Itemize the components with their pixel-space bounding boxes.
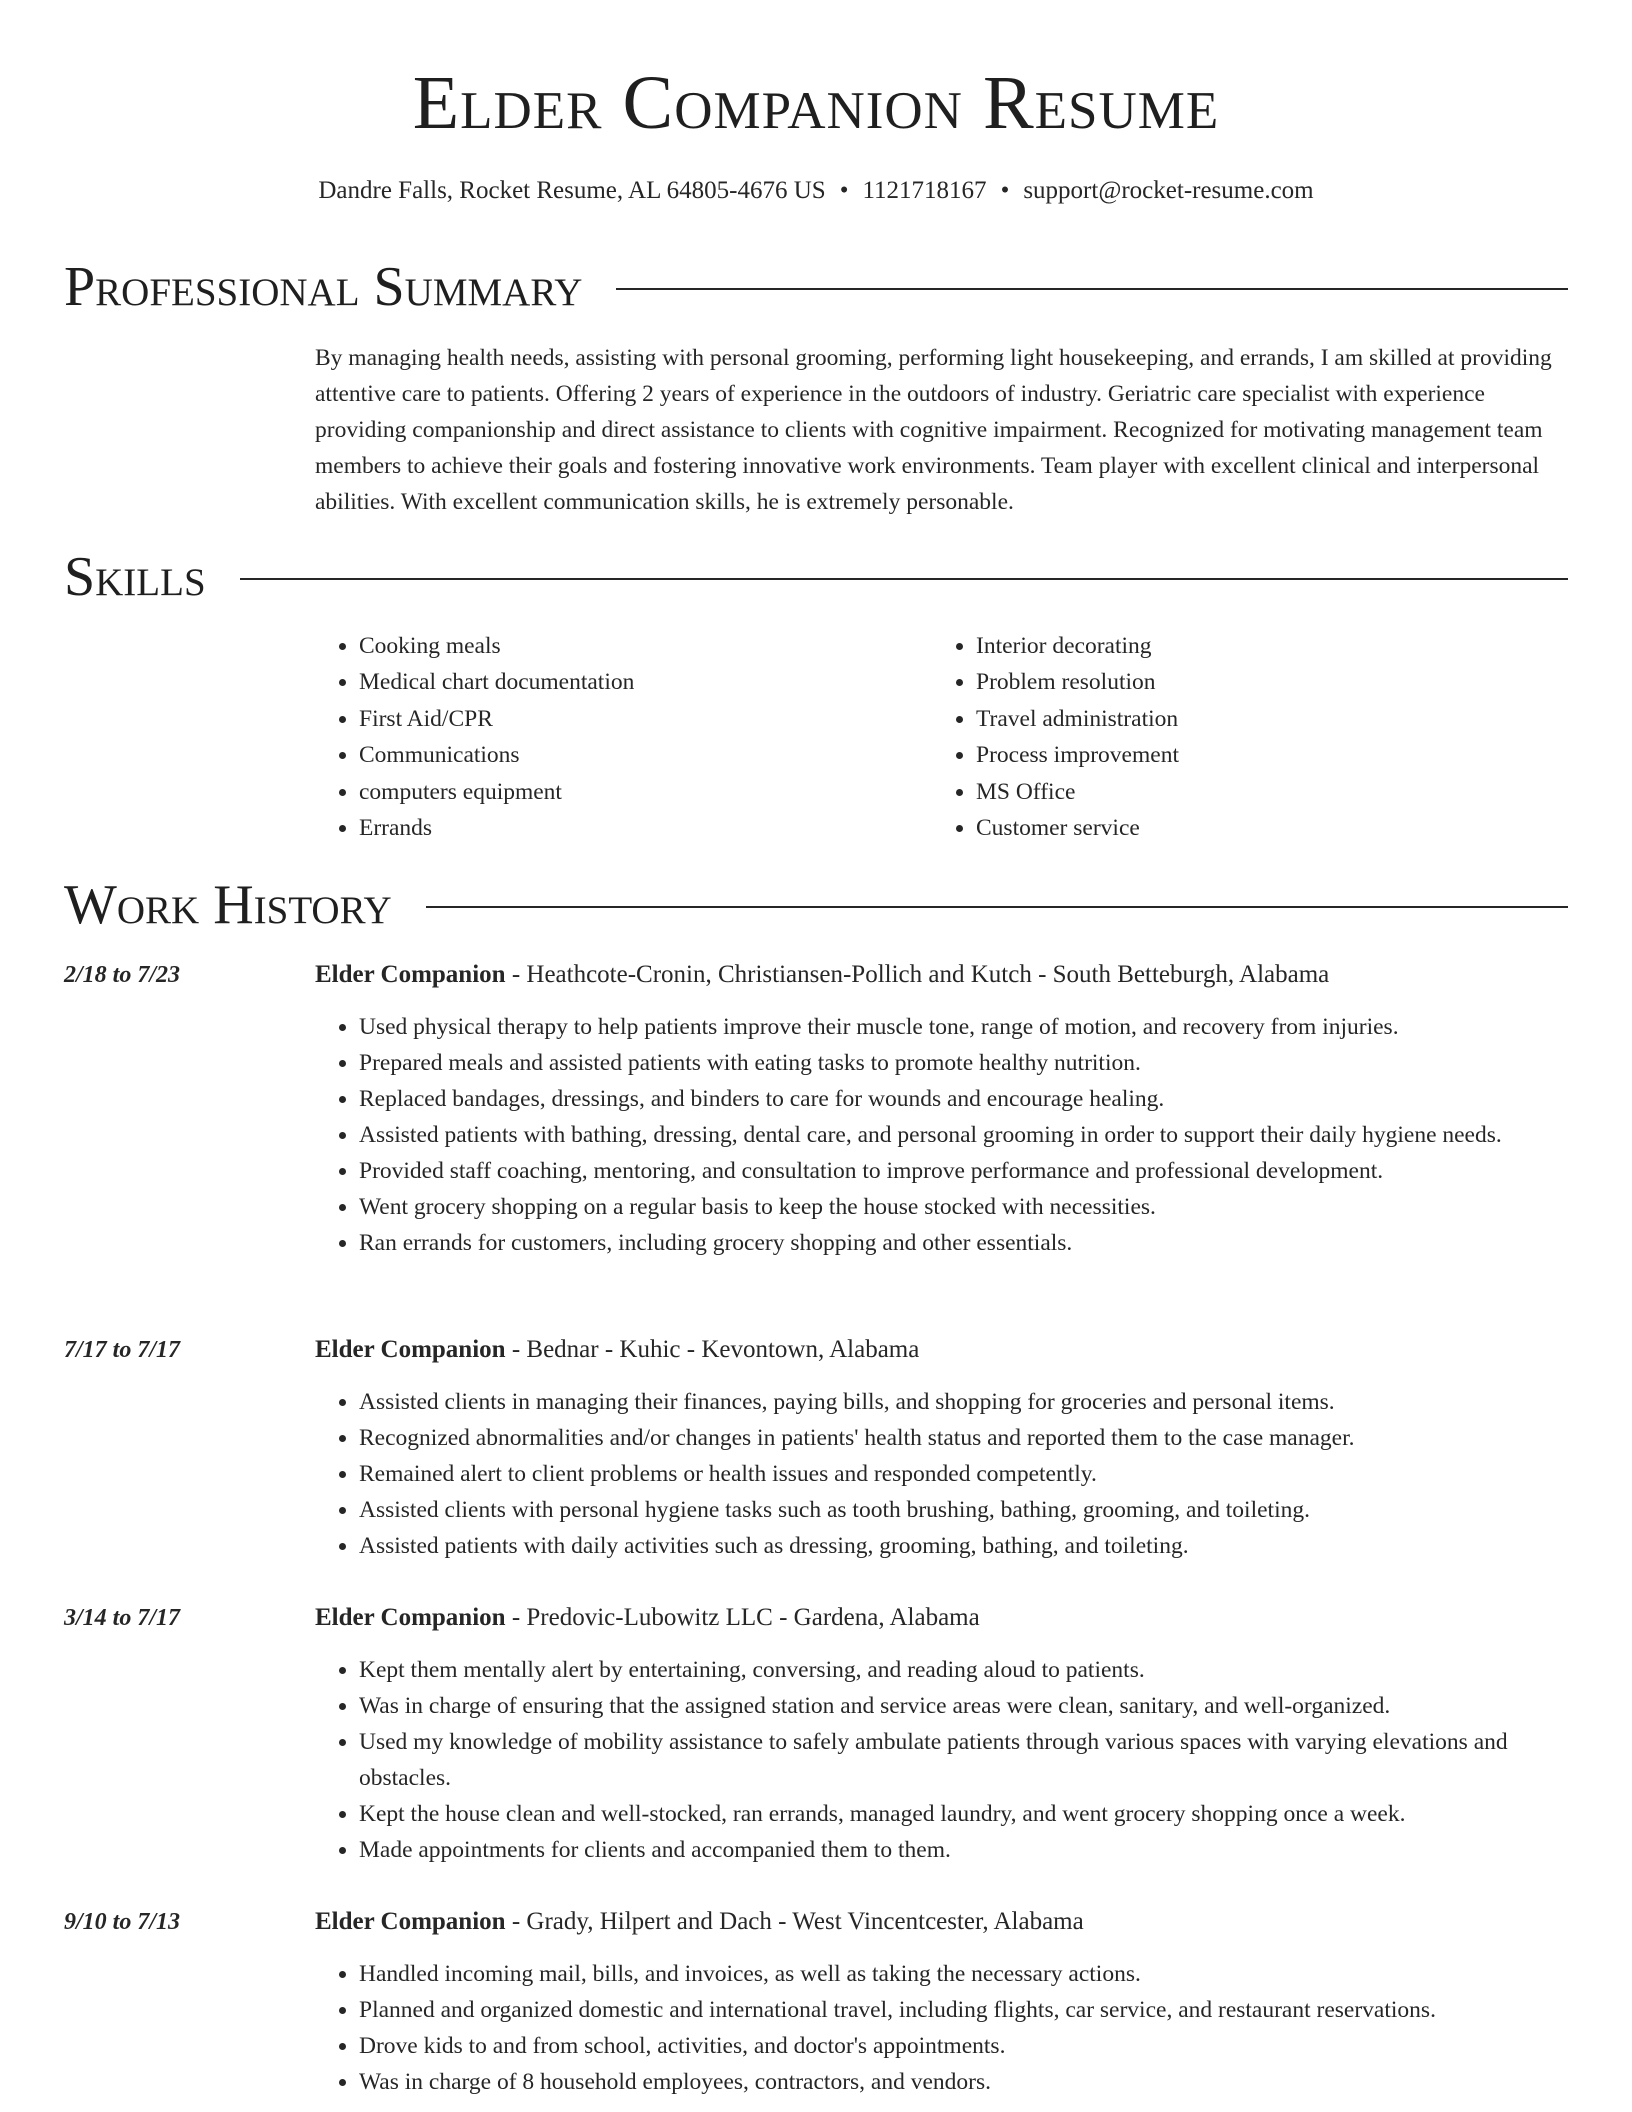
- job-duty-item: • Kept the house clean and well-stocked, ran errands, managed laundry, and went grocery shopping once a week.: [359, 1796, 1559, 1832]
- job-role: Elder Companion: [315, 1604, 506, 1631]
- job-role: Elder Companion: [315, 1908, 506, 1935]
- job-duty-item: • Kept them mentally alert by entertaining, conversing, and reading aloud to patients.: [359, 1652, 1559, 1688]
- contact-separator: •: [1000, 177, 1010, 204]
- job-duty-item: • Ran errands for customers, including grocery shopping and other essentials.: [359, 1225, 1559, 1261]
- job-role: Elder Companion: [315, 961, 506, 988]
- job-duty-item: • Replaced bandages, dressings, and binders to care for wounds and encourage healing.: [359, 1081, 1559, 1117]
- contact-email: support@rocket-resume.com: [1023, 177, 1314, 204]
- job-duties: [315, 1009, 1559, 1261]
- job-heading: [315, 957, 1329, 993]
- job-duties: [315, 1384, 1559, 1564]
- resume-title: Elder Companion Resume: [412, 61, 1220, 145]
- job-employer: - Bednar - Kuhic - Kevontown, Alabama: [505, 1336, 920, 1363]
- job-role: Elder Companion: [315, 1336, 506, 1363]
- skill-item: • MS Office: [976, 774, 1179, 810]
- job-dates: 2/18 to 7/23: [64, 962, 181, 988]
- skill-item: • Problem resolution: [976, 664, 1179, 700]
- job-dates: 9/10 to 7/13: [64, 1909, 181, 1935]
- job-duty-item: • Used physical therapy to help patients improve their muscle tone, range of motion, and recovery from injuries.: [359, 1009, 1559, 1045]
- job-duty-item: • Provided staff coaching, mentoring, and consultation to improve performance and professional development.: [359, 1153, 1559, 1189]
- job-duty-item: • Used my knowledge of mobility assistance to safely ambulate patients through various spaces with varying elevations and obstacles.: [359, 1724, 1559, 1796]
- skill-item: • Errands: [359, 810, 634, 846]
- skill-item: • Process improvement: [976, 737, 1179, 773]
- skill-item: • Interior decorating: [976, 628, 1179, 664]
- skill-item: • First Aid/CPR: [359, 701, 634, 737]
- skill-item: • Medical chart documentation: [359, 664, 634, 700]
- summary-text: By managing health needs, assisting with personal grooming, performing light housekeeping, and errands, I am skilled at providing attentive care to patients. Offering 2 years of experience in the outdoors of industry. Geriatric care specialist with experience providing companionship and direct assistance to clients with cognitive impairment. Recognized for motivating management team members to achieve their goals and fostering innovative work environments. Team player with excellent clinical and interpersonal abilities. With excellent communication skills, he is extremely personable.: [315, 345, 1552, 515]
- job-duty-item: • Planned and organized domestic and international travel, including flights, car service, and restaurant reservations.: [359, 1992, 1559, 2028]
- skill-item: • computers equipment: [359, 774, 634, 810]
- job-duty-item: • Assisted clients in managing their finances, paying bills, and shopping for groceries and personal items.: [359, 1384, 1559, 1420]
- job-duty-item: • Made appointments for clients and accompanied them to them.: [359, 1832, 1559, 1868]
- summary-section-header: [64, 252, 1568, 322]
- skill-item: • Travel administration: [976, 701, 1179, 737]
- job-duty-item: • Assisted patients with bathing, dressing, dental care, and personal grooming in order to support their daily hygiene needs.: [359, 1117, 1559, 1153]
- job-dates: 7/17 to 7/17: [64, 1337, 181, 1363]
- job-employer: - Predovic-Lubowitz LLC - Gardena, Alabama: [505, 1604, 980, 1631]
- contact-address: Dandre Falls, Rocket Resume, AL 64805-4676 US: [318, 177, 826, 204]
- job-dates: 3/14 to 7/17: [64, 1605, 181, 1631]
- job-duty-item: • Recognized abnormalities and/or changes in patients' health status and reported them to the case manager.: [359, 1420, 1559, 1456]
- job-duties: [315, 1652, 1559, 1868]
- job-duty-item: • Remained alert to client problems or health issues and responded competently.: [359, 1456, 1559, 1492]
- job-duty-item: • Was in charge of 8 household employees, contractors, and vendors.: [359, 2064, 1559, 2100]
- contact-line: [0, 174, 1632, 208]
- job-duty-item: • Assisted patients with daily activities such as dressing, grooming, bathing, and toileting.: [359, 1528, 1559, 1564]
- contact-phone: 1121718167: [862, 177, 987, 204]
- summary-heading: Professional Summary: [64, 256, 583, 318]
- section-divider: [240, 578, 1568, 580]
- job-duty-item: • Went grocery shopping on a regular basis to keep the house stocked with necessities.: [359, 1189, 1559, 1225]
- job-duty-item: • Was in charge of ensuring that the assigned station and service areas were clean, sanitary, and well-organized.: [359, 1688, 1559, 1724]
- work-heading: Work History: [64, 874, 392, 936]
- skill-item: • Cooking meals: [359, 628, 634, 664]
- work-section-header: [64, 870, 1568, 940]
- skill-item: • Communications: [359, 737, 634, 773]
- job-duty-item: • Assisted clients with personal hygiene tasks such as tooth brushing, bathing, grooming, and toileting.: [359, 1492, 1559, 1528]
- skill-item: • Customer service: [976, 810, 1179, 846]
- section-divider: [426, 906, 1568, 908]
- skills-column-1: [315, 628, 634, 846]
- job-employer: - Heathcote-Cronin, Christiansen-Pollich and Kutch - South Betteburgh, Alabama: [505, 961, 1330, 988]
- job-duty-item: • Prepared meals and assisted patients with eating tasks to promote healthy nutrition.: [359, 1045, 1559, 1081]
- skills-section-header: [64, 542, 1568, 612]
- job-duty-item: • Drove kids to and from school, activities, and doctor's appointments.: [359, 2028, 1559, 2064]
- job-heading: [315, 1904, 1084, 1940]
- contact-separator: •: [839, 177, 849, 204]
- job-employer: - Grady, Hilpert and Dach - West Vincentcester, Alabama: [505, 1908, 1084, 1935]
- skills-column-2: [932, 628, 1179, 846]
- skills-heading: Skills: [64, 546, 206, 608]
- job-heading: [315, 1600, 980, 1636]
- job-duties: [315, 1956, 1559, 2100]
- job-duty-item: • Handled incoming mail, bills, and invoices, as well as taking the necessary actions.: [359, 1956, 1559, 1992]
- job-heading: [315, 1332, 919, 1368]
- section-divider: [616, 288, 1568, 290]
